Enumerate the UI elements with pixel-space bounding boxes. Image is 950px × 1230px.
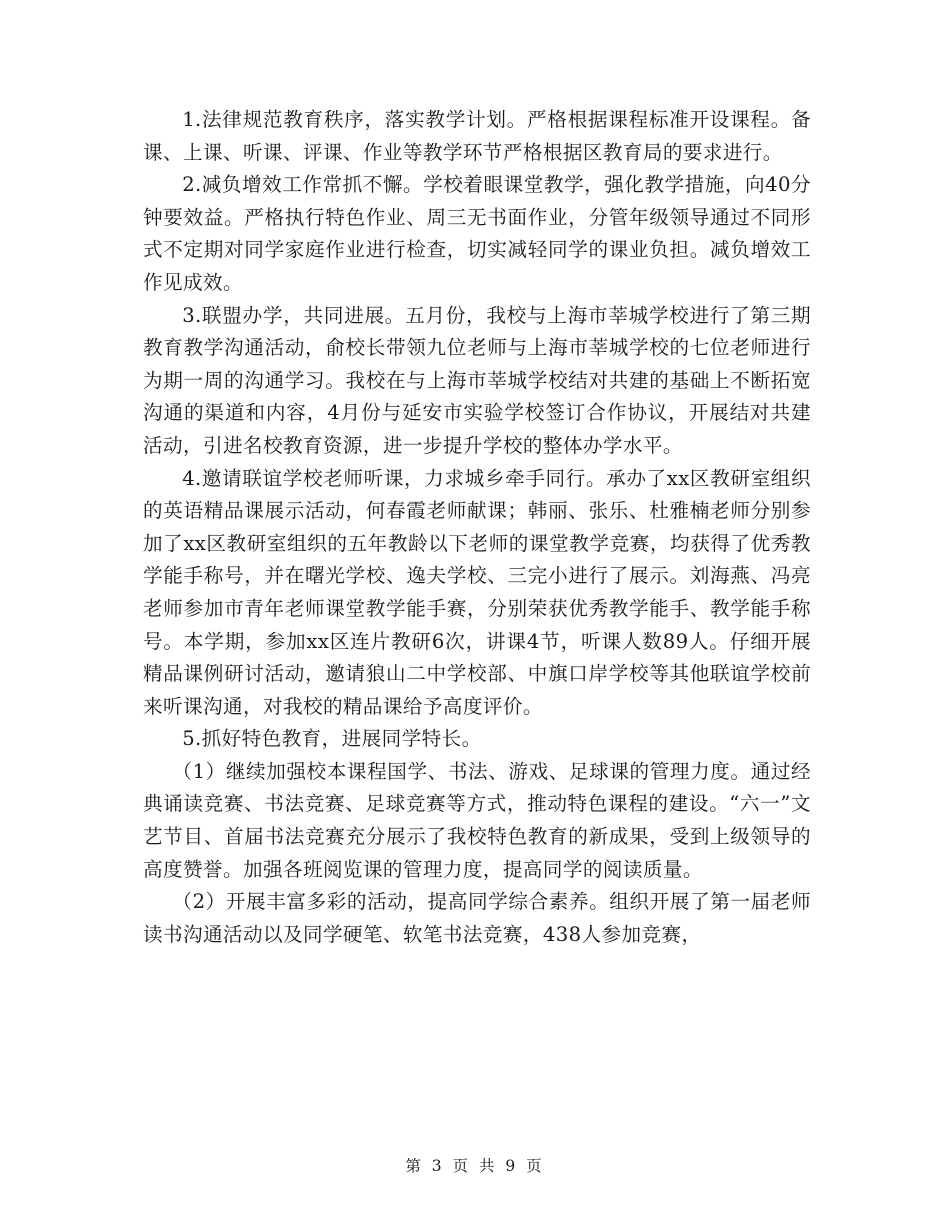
paragraph-1: 1.法律规范教育秩序，落实教学计划。严格根据课程标准开设课程。备课、上课、听课、评课、作业等教学环节严格根据区教育局的要求进行。 [143,108,811,164]
paragraph-2: 2.减负增效工作常抓不懈。学校着眼课堂教学，强化教学措施，向40分钟要效益。严格执行特色作业、周三无书面作业，分管年级领导通过不同形式不定期对同学家庭作业进行检查，切实减轻同学的课业负担。减负增效工作见成效。 [143,173,811,294]
paragraph-5-1: （1）继续加强校本课程国学、书法、游戏、足球课的管理力度。通过经典诵读竞赛、书法竞赛、足球竞赛等方式，推动特色课程的建设。“六一”文艺节目、首届书法竞赛充分展示了我校特色教育的新成果，受到上级领导的高度赞誉。加强各班阅览课的管理力度，提高同学的阅读质量。 [143,759,811,881]
paragraph-4: 4.邀请联谊学校老师听课，力求城乡牵手同行。承办了xx区教研室组织的英语精品课展示活动，何春霞老师献课；韩丽、张乐、杜雅楠老师分别参加了xx区教研室组织的五年教龄以下老师的课堂教学竞赛，均获得了优秀教学能手称号，并在曙光学校、逸夫学校、三完小进行了展示。刘海燕、冯亮老师参加市青年老师课堂教学能手赛，分别荣获优秀教学能手、教学能手称号。本学期，参加xx区连片教研6次，讲课4节，听课人数89人。仔细开展精品课例研讨活动，邀请狼山二中学校部、中旗口岸学校等其他联谊学校前来听课沟通，对我校的精品课给予高度评价。 [143,466,811,718]
paragraph-5-heading: 5.抓好特色教育，进展同学特长。 [182,727,482,751]
document-body [143,104,811,951]
paragraph-5-2: （2）开展丰富多彩的活动，提高同学综合素养。组织开展了第一届老师读书沟通活动以及同学硬笔、软笔书法竞赛，438人参加竞赛， [143,890,811,946]
page-number-footer: 第 3 页 共 9 页 [405,1157,545,1175]
paragraph-3: 3.联盟办学，共同进展。五月份，我校与上海市莘城学校进行了第三期教育教学沟通活动，俞校长带领九位老师与上海市莘城学校的七位老师进行为期一周的沟通学习。我校在与上海市莘城学校结对共建的基础上不断拓宽沟通的渠道和内容，4月份与延安市实验学校签订合作协议，开展结对共建活动，引进名校教育资源，进一步提升学校的整体办学水平。 [143,303,811,457]
